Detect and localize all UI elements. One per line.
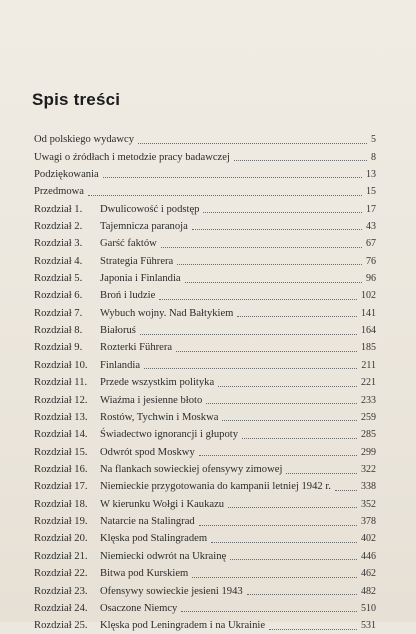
toc-entry <box>34 496 376 513</box>
dot-leader <box>176 350 357 352</box>
toc-chapter-number: Rozdział 19. <box>34 516 88 528</box>
dot-leader <box>161 246 362 248</box>
dot-leader <box>247 593 357 595</box>
toc-page-number: 299 <box>361 446 376 458</box>
toc-entry-title: Przedmowa <box>34 186 85 198</box>
dot-leader <box>192 228 362 230</box>
toc-entry <box>34 200 376 217</box>
dot-leader <box>138 142 367 144</box>
toc-entry-label <box>34 166 99 183</box>
toc-entry-label <box>34 149 230 166</box>
dot-leader <box>269 628 357 630</box>
dot-leader <box>159 298 357 300</box>
dot-leader <box>222 419 357 421</box>
toc-page-number: 285 <box>361 429 376 441</box>
dot-leader <box>230 558 357 560</box>
toc-page-number: 338 <box>361 481 376 493</box>
toc-entry-title: Klęska pod Leningradem i na Ukrainie <box>100 620 266 632</box>
toc-entry-label <box>34 409 218 426</box>
toc-chapter-number: Rozdział 12. <box>34 394 88 406</box>
toc-entry-title: Odwrót spod Moskwy <box>100 446 195 458</box>
toc-entry-title: Od polskiego wydawcy <box>34 134 135 146</box>
toc-entry-label <box>34 374 214 391</box>
dot-leader <box>218 385 357 387</box>
toc-entry <box>34 235 376 252</box>
toc-entry-label <box>34 461 282 478</box>
toc-chapter-number: Rozdział 10. <box>34 359 88 371</box>
dot-leader <box>177 263 362 265</box>
toc-page-number: 211 <box>361 359 376 371</box>
toc-page-number: 141 <box>361 307 376 319</box>
toc-page-number: 322 <box>361 464 376 475</box>
toc-entry-title: Podziękowania <box>34 168 99 180</box>
toc-chapter-number: Rozdział 8. <box>34 325 83 337</box>
toc-entry-title: Przede wszystkim polityka <box>100 377 215 389</box>
toc-page-number: 8 <box>371 151 376 163</box>
toc-chapter-number: Rozdział 5. <box>34 273 83 285</box>
toc-entry-label <box>34 496 224 513</box>
toc-entry-label <box>34 530 207 547</box>
toc-entry-title: Natarcie na Stalingrad <box>100 516 195 528</box>
dot-leader <box>286 472 357 474</box>
toc-entry-title: Rozterki Führera <box>100 342 173 354</box>
toc-page-number: 164 <box>361 325 376 337</box>
toc-entry-label <box>34 513 195 530</box>
toc-entry-title: Dwulicowość i podstęp <box>100 203 200 215</box>
toc-entry <box>34 426 376 443</box>
toc-chapter-number: Rozdział 24. <box>34 602 88 614</box>
toc-chapter-number: Rozdział 25. <box>34 620 88 632</box>
toc-entry-label <box>34 617 265 634</box>
dot-leader <box>234 159 367 161</box>
toc-page-number: 185 <box>361 342 376 354</box>
toc-entry-label <box>34 600 177 617</box>
toc-entry <box>34 270 376 287</box>
toc-entry-title: Tajemnicza paranoja <box>100 220 188 232</box>
toc-entry-title: Strategia Führera <box>100 255 174 267</box>
toc-chapter-number: Rozdział 20. <box>34 533 88 545</box>
toc-entry <box>34 409 376 426</box>
toc-entry-label <box>34 131 134 148</box>
toc-entry-title: Wybuch wojny. Nad Bałtykiem <box>100 307 234 319</box>
toc-entry <box>34 548 376 565</box>
toc-entry-label <box>34 357 140 374</box>
dot-leader <box>242 437 357 439</box>
toc-entry-label <box>34 339 172 356</box>
toc-page-number: 378 <box>361 516 376 528</box>
dot-leader <box>103 176 362 178</box>
toc-entry-title: Klęska pod Stalingradem <box>100 533 208 545</box>
toc-entry-label <box>34 287 155 304</box>
toc-page-number: 76 <box>366 255 376 267</box>
toc-entry <box>34 357 376 374</box>
toc-entry-label <box>34 183 84 200</box>
toc-entry-title: Na flankach sowieckiej ofensywy zimowej <box>100 464 283 475</box>
toc-entry-label <box>34 253 173 270</box>
toc-chapter-number: Rozdział 17. <box>34 481 88 493</box>
toc-entry <box>34 287 376 304</box>
toc-entry-title: Broń i ludzie <box>100 290 156 302</box>
toc-page-number: 5 <box>371 134 376 146</box>
toc-entry <box>34 183 376 200</box>
dot-leader <box>144 367 357 369</box>
toc-page-number: 15 <box>366 186 376 198</box>
toc-entry <box>34 131 376 148</box>
toc-page-number: 446 <box>361 550 376 562</box>
page-title: Spis treści <box>32 90 121 109</box>
toc-entry-title: Wiaźma i jesienne błoto <box>100 394 203 406</box>
toc-page-number: 96 <box>366 273 376 285</box>
toc-entry <box>34 478 376 495</box>
toc-entry <box>34 600 376 617</box>
toc-entry-label <box>34 218 188 235</box>
toc-entry <box>34 305 376 322</box>
toc-chapter-number: Rozdział 16. <box>34 464 88 475</box>
toc-entry-label <box>34 565 188 582</box>
toc-entry-label <box>34 444 195 461</box>
table-of-contents <box>34 131 376 634</box>
toc-entry-label <box>34 426 238 443</box>
toc-entry-title: Ofensywy sowieckie jesieni 1943 <box>100 585 243 597</box>
toc-chapter-number: Rozdział 18. <box>34 498 88 510</box>
toc-page-number: 221 <box>361 377 376 389</box>
toc-page-number: 43 <box>366 220 376 232</box>
toc-chapter-number: Rozdział 11. <box>34 377 88 389</box>
dot-leader <box>88 194 362 196</box>
toc-entry <box>34 513 376 530</box>
toc-chapter-number: Rozdział 14. <box>34 429 88 441</box>
toc-chapter-number: Rozdział 13. <box>34 411 88 423</box>
toc-page-number: 482 <box>361 585 376 597</box>
toc-entry <box>34 218 376 235</box>
toc-entry-label <box>34 235 157 252</box>
toc-entry-title: Świadectwo ignorancji i głupoty <box>100 429 238 441</box>
toc-entry-label <box>34 305 233 322</box>
toc-entry <box>34 391 376 408</box>
toc-page-number: 402 <box>361 533 376 545</box>
toc-entry <box>34 322 376 339</box>
toc-page-number: 13 <box>366 168 376 180</box>
toc-entry-label <box>34 201 199 218</box>
toc-chapter-number: Rozdział 9. <box>34 342 83 354</box>
toc-chapter-number: Rozdział 22. <box>34 568 88 580</box>
dot-leader <box>192 576 357 578</box>
dot-leader <box>335 489 357 491</box>
toc-entry <box>34 166 376 183</box>
toc-entry-label <box>34 478 331 495</box>
toc-entry-title: Niemiecki odwrót na Ukrainę <box>100 550 227 562</box>
toc-entry-label <box>34 583 243 600</box>
toc-page-number: 67 <box>366 238 376 250</box>
dot-leader <box>181 610 357 612</box>
toc-entry-label <box>34 548 226 565</box>
toc-entry <box>34 148 376 165</box>
toc-entry-title: Finlandia <box>100 359 141 371</box>
toc-page-number: 102 <box>361 290 376 302</box>
dot-leader <box>140 333 357 335</box>
toc-entry-title: Białoruś <box>100 325 136 337</box>
toc-entry-label <box>34 392 202 409</box>
toc-entry <box>34 530 376 547</box>
toc-page-number: 510 <box>361 602 376 614</box>
toc-entry-label <box>34 270 181 287</box>
toc-chapter-number: Rozdział 4. <box>34 255 83 267</box>
toc-entry-title: Uwagi o źródłach i metodzie pracy badawczej <box>34 151 230 163</box>
toc-chapter-number: Rozdział 6. <box>34 290 83 302</box>
toc-entry-title: Osaczone Niemcy <box>100 602 178 614</box>
toc-entry-label <box>34 322 136 339</box>
dot-leader <box>211 541 357 543</box>
toc-entry-title: W kierunku Wołgi i Kaukazu <box>100 498 225 510</box>
toc-chapter-number: Rozdział 15. <box>34 446 88 458</box>
toc-chapter-number: Rozdział 23. <box>34 585 88 597</box>
toc-entry <box>34 617 376 634</box>
toc-chapter-number: Rozdział 2. <box>34 220 83 232</box>
dot-leader <box>185 281 362 283</box>
dot-leader <box>237 315 357 317</box>
toc-chapter-number: Rozdział 21. <box>34 550 88 562</box>
toc-chapter-number: Rozdział 3. <box>34 238 83 250</box>
toc-entry <box>34 374 376 391</box>
toc-entry-title: Japonia i Finlandia <box>100 273 181 285</box>
toc-entry <box>34 565 376 582</box>
toc-chapter-number: Rozdział 7. <box>34 307 83 319</box>
toc-page-number: 233 <box>361 394 376 406</box>
toc-entry <box>34 582 376 599</box>
toc-page-number: 462 <box>361 568 376 580</box>
toc-page-number: 352 <box>361 498 376 510</box>
toc-entry <box>34 253 376 270</box>
toc-entry-title: Bitwa pod Kurskiem <box>100 568 189 580</box>
toc-entry <box>34 461 376 478</box>
toc-entry-title: Garść faktów <box>100 238 157 250</box>
dot-leader <box>199 454 357 456</box>
toc-entry <box>34 443 376 460</box>
toc-entry-title: Niemieckie przygotowania do kampanii letniej 1942 r. <box>100 481 331 493</box>
toc-page-number: 17 <box>366 203 376 215</box>
toc-page-number: 259 <box>361 411 376 423</box>
dot-leader <box>203 211 362 213</box>
toc-chapter-number: Rozdział 1. <box>34 203 83 215</box>
toc-page-number: 531 <box>361 620 376 632</box>
dot-leader <box>199 524 357 526</box>
dot-leader <box>228 506 357 508</box>
toc-entry-title: Rostów, Tychwin i Moskwa <box>100 411 219 423</box>
dot-leader <box>206 402 357 404</box>
toc-entry <box>34 339 376 356</box>
